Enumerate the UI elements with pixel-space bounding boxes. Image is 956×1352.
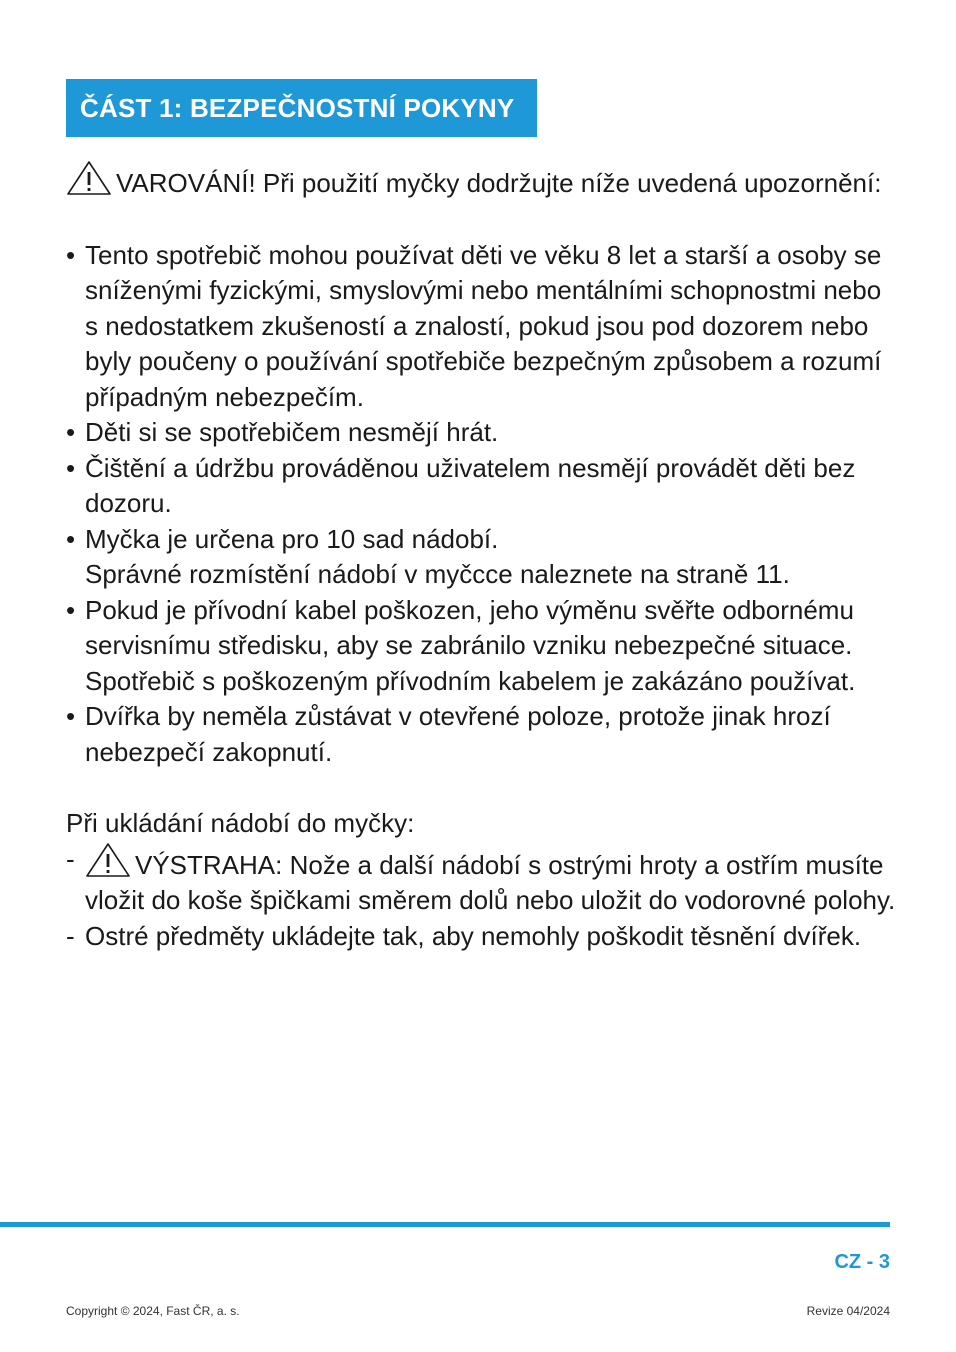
bullet-icon: • <box>66 452 76 483</box>
list-item-text: VÝSTRAHA: Nože a další nádobí s ostrými hroty a ostřím musíte vložit do koše špičkami směrem dolů nebo uložit do vodorovné polohy. <box>85 849 896 915</box>
warning-intro-text: VAROVÁNÍ! Při použití myčky dodržujte níže uvedená upozornění: <box>116 168 882 198</box>
bullet-icon: • <box>66 701 76 731</box>
warning-intro <box>66 160 896 202</box>
list-item-text: Myčka je určena pro 10 sad nádobí. <box>85 523 499 554</box>
warning-triangle-icon <box>66 160 112 196</box>
bullet-icon: • <box>66 523 76 554</box>
loading-dash-list <box>66 842 896 955</box>
page-number: CZ - 3 <box>834 1251 890 1273</box>
list-item <box>66 522 896 593</box>
dash-icon: - <box>66 920 75 951</box>
list-item-text: Dvířka by neměla zůstávat v otevřené poloze, protože jinak hrozí nebezpečí zakopnutí. <box>85 701 831 767</box>
bullet-icon: • <box>66 594 76 625</box>
list-item-text: Tento spotřebič mohou používat děti ve věku 8 let a starší a osoby se sníženými fyzickými, smyslovými nebo mentálními schopnostmi nebo s nedostatkem zkušeností a znalostí, pokud jsou pod dozorem nebo byly poučeny o používání spotřebiče bezpečným způsobem a rozumí případným nebezpečím. <box>85 239 882 412</box>
section-title: ČÁST 1: BEZPEČNOSTNÍ POKYNY <box>66 79 537 137</box>
list-item <box>66 238 896 416</box>
list-item <box>66 842 896 919</box>
list-item <box>66 593 896 700</box>
bullet-icon: • <box>66 417 76 447</box>
list-item-note: Správné rozmístění nádobí v myčcce naleznete na straně 11. <box>85 559 790 589</box>
revision: Revize 04/2024 <box>806 1304 890 1318</box>
list-item <box>66 451 896 522</box>
copyright: Copyright © 2024, Fast ČR, a. s. <box>66 1304 240 1318</box>
loading-title: Při ukládání nádobí do myčky: <box>66 808 415 838</box>
list-item-text: Čištění a údržbu prováděnou uživatelem nesmějí provádět děti bez dozoru. <box>85 452 856 518</box>
list-item-text: Ostré předměty ukládejte tak, aby nemohly poškodit těsnění dvířek. <box>85 920 862 951</box>
safety-content <box>66 160 896 954</box>
list-item <box>66 919 896 955</box>
list-item-text: Děti si se spotřebičem nesmějí hrát. <box>85 417 499 447</box>
list-item <box>66 699 896 770</box>
safety-bullet-list <box>66 238 896 771</box>
list-item-text: Pokud je přívodní kabel poškozen, jeho výměnu svěřte odbornému servisnímu středisku, aby se zabránilo vzniku nebezpečné situace. Spotřebič s poškozeným přívodním kabelem je zakázáno používat. <box>85 594 856 696</box>
warning-triangle-icon <box>85 842 131 878</box>
list-item <box>66 415 896 451</box>
footer-divider <box>0 1222 890 1227</box>
bullet-icon: • <box>66 239 76 270</box>
dash-icon: - <box>66 843 75 874</box>
